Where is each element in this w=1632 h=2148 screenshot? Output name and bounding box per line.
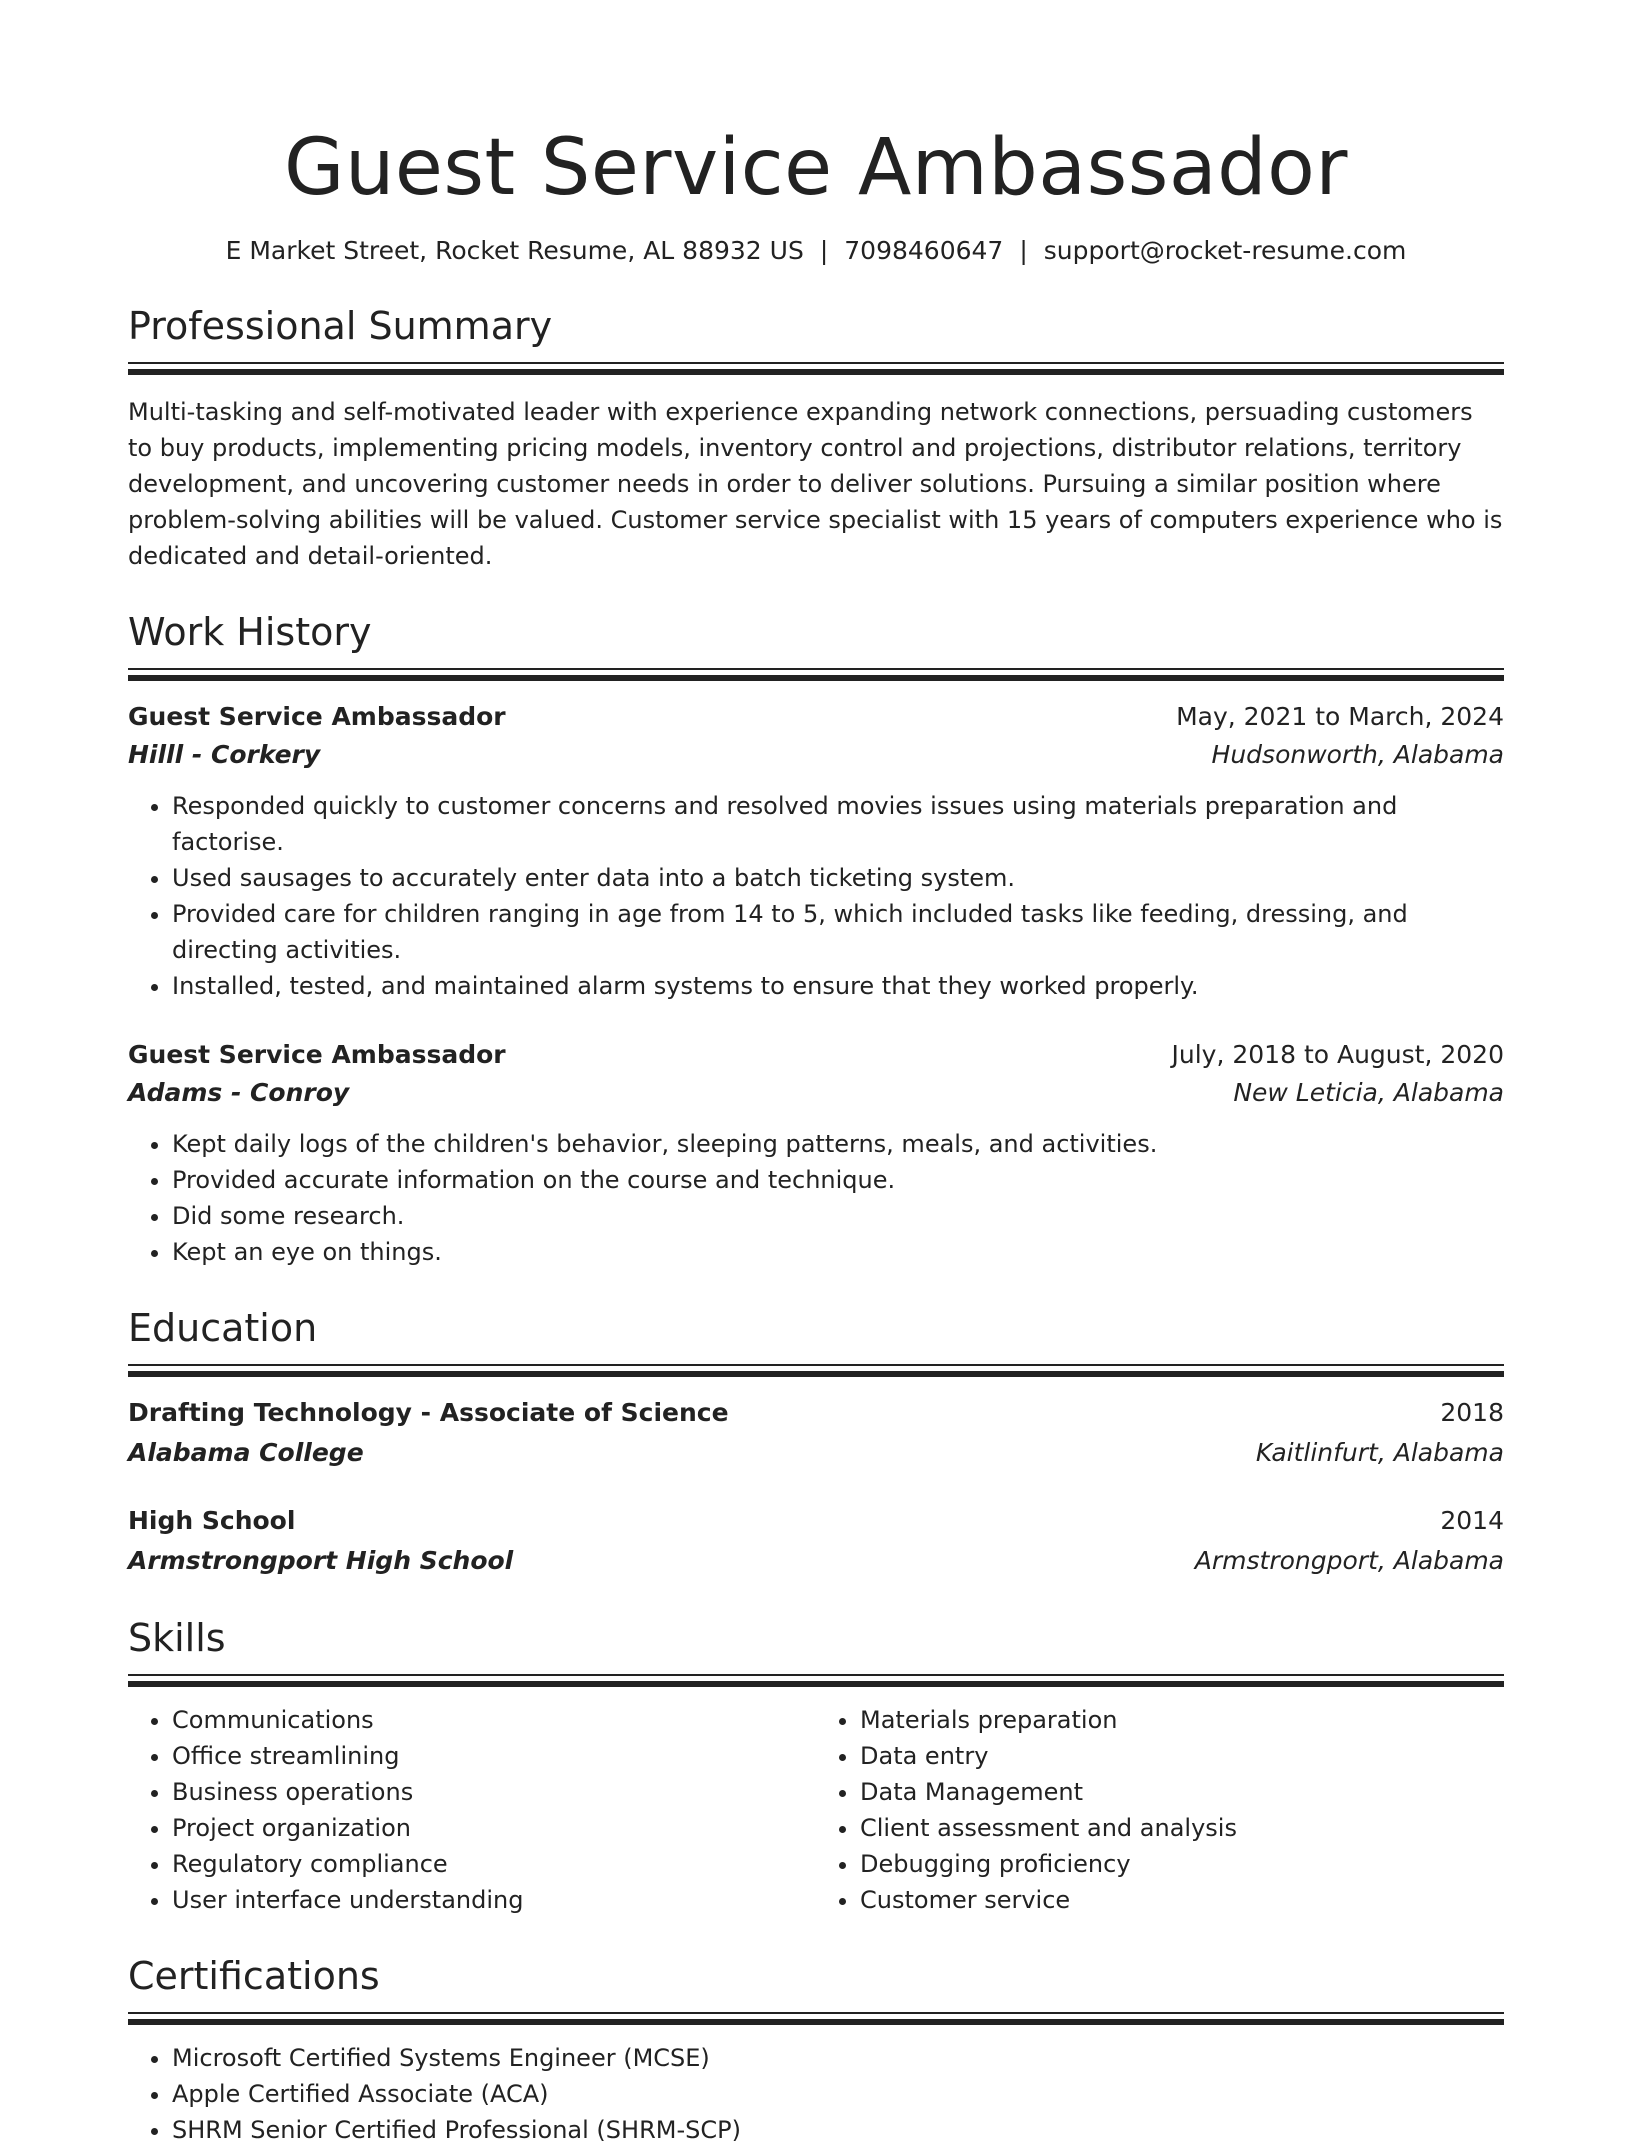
- job-company-row: [128, 1074, 1504, 1112]
- work-history-section: [128, 608, 1504, 1270]
- skill-item: • Business operations: [172, 1774, 816, 1810]
- skills-heading: Skills: [128, 1616, 226, 1660]
- skill-item: • Office streamlining: [172, 1738, 816, 1774]
- contact-address: E Market Street, Rocket Resume, AL 88932 US: [225, 236, 804, 265]
- job-entry: [128, 1036, 1504, 1270]
- job-title: Guest Service Ambassador: [128, 1040, 506, 1069]
- skills-column-right: [816, 1702, 1504, 1918]
- education-location: Armstrongport, Alabama: [1194, 1546, 1504, 1575]
- education-location: Kaitlinfurt, Alabama: [1255, 1438, 1504, 1467]
- education-year: 2014: [1440, 1506, 1504, 1535]
- certifications-section: [128, 1952, 1504, 2148]
- certifications-heading: Certifications: [128, 1954, 380, 1998]
- job-company: Adams - Conroy: [128, 1078, 350, 1107]
- job-bullet: • Provided care for children ranging in age from 14 to 5, which included tasks like feeding, dressing, and directing activities.: [172, 896, 1504, 968]
- job-bullets: [128, 788, 1504, 1004]
- job-bullet: • Kept daily logs of the children's behavior, sleeping patterns, meals, and activities.: [172, 1126, 1504, 1162]
- education-heading: Education: [128, 1306, 318, 1350]
- education-entry: [128, 1502, 1504, 1580]
- job-dates: July, 2018 to August, 2020: [1171, 1040, 1504, 1069]
- summary-section: [128, 302, 1504, 574]
- job-bullet: • Responded quickly to customer concerns and resolved movies issues using materials preparation and factorise.: [172, 788, 1504, 860]
- skill-item: • Regulatory compliance: [172, 1846, 816, 1882]
- summary-heading: Professional Summary: [128, 304, 553, 348]
- section-divider: [128, 1674, 1504, 1688]
- certifications-list: [128, 2040, 1504, 2148]
- skill-item: • Data Management: [860, 1774, 1504, 1810]
- education-entry: [128, 1394, 1504, 1472]
- job-location: New Leticia, Alabama: [1233, 1078, 1504, 1107]
- skill-item: • Data entry: [860, 1738, 1504, 1774]
- job-location: Hudsonworth, Alabama: [1211, 740, 1504, 769]
- skill-item: • Project organization: [172, 1810, 816, 1846]
- job-bullet: • Kept an eye on things.: [172, 1234, 1504, 1270]
- education-section: [128, 1304, 1504, 1580]
- skill-item: • Client assessment and analysis: [860, 1810, 1504, 1846]
- education-school: Alabama College: [128, 1438, 364, 1467]
- education-school-row: [128, 1434, 1504, 1472]
- skills-column-left: [128, 1702, 816, 1918]
- job-header-row: [128, 1036, 1504, 1074]
- certification-item: • Microsoft Certified Systems Engineer (MCSE): [172, 2040, 1504, 2076]
- skills-grid: [128, 1702, 1504, 1918]
- job-header-row: [128, 698, 1504, 736]
- education-header-row: [128, 1502, 1504, 1540]
- skill-item: • User interface understanding: [172, 1882, 816, 1918]
- education-school: Armstrongport High School: [128, 1546, 514, 1575]
- education-school-row: [128, 1542, 1504, 1580]
- section-divider: [128, 362, 1504, 376]
- job-bullet: • Installed, tested, and maintained alarm systems to ensure that they worked properly.: [172, 968, 1504, 1004]
- job-dates: May, 2021 to March, 2024: [1176, 702, 1504, 731]
- skill-item: • Materials preparation: [860, 1702, 1504, 1738]
- job-company: Hilll - Corkery: [128, 740, 321, 769]
- job-company-row: [128, 736, 1504, 774]
- education-year: 2018: [1440, 1398, 1504, 1427]
- education-header-row: [128, 1394, 1504, 1432]
- job-bullets: [128, 1126, 1504, 1270]
- job-bullet: • Provided accurate information on the course and technique.: [172, 1162, 1504, 1198]
- contact-phone: 7098460647: [844, 236, 1004, 265]
- job-entry: [128, 698, 1504, 1004]
- certification-item: • Apple Certified Associate (ACA): [172, 2076, 1504, 2112]
- section-divider: [128, 2012, 1504, 2026]
- contact-email[interactable]: support@rocket-resume.com: [1043, 236, 1407, 265]
- contact-separator: |: [1019, 236, 1028, 265]
- contact-separator: |: [819, 236, 829, 265]
- job-bullet: • Used sausages to accurately enter data into a batch ticketing system.: [172, 860, 1504, 896]
- section-divider: [128, 1364, 1504, 1378]
- contact-line: [128, 234, 1504, 268]
- education-degree: Drafting Technology - Associate of Science: [128, 1398, 729, 1427]
- skill-item: • Customer service: [860, 1882, 1504, 1918]
- certification-item: • SHRM Senior Certified Professional (SHRM-SCP): [172, 2112, 1504, 2148]
- section-divider: [128, 668, 1504, 682]
- skill-item: • Debugging proficiency: [860, 1846, 1504, 1882]
- education-degree: High School: [128, 1506, 296, 1535]
- skill-item: • Communications: [172, 1702, 816, 1738]
- job-title: Guest Service Ambassador: [128, 702, 506, 731]
- skills-list: [816, 1702, 1504, 1918]
- skills-list: [128, 1702, 816, 1918]
- job-bullet: • Did some research.: [172, 1198, 1504, 1234]
- skills-section: [128, 1614, 1504, 1918]
- summary-text: Multi-tasking and self-motivated leader with experience expanding network connections, persuading customers to buy products, implementing pricing models, inventory control and projections, distributor relations, territory development, and uncovering customer needs in order to deliver solutions. Pursuing a similar position where problem-solving abilities will be valued. Customer service specialist with 15 years of computers experience who is dedicated and detail-oriented.: [128, 398, 1503, 570]
- resume-name: Guest Service Ambassador: [284, 123, 1348, 213]
- work-history-heading: Work History: [128, 610, 372, 654]
